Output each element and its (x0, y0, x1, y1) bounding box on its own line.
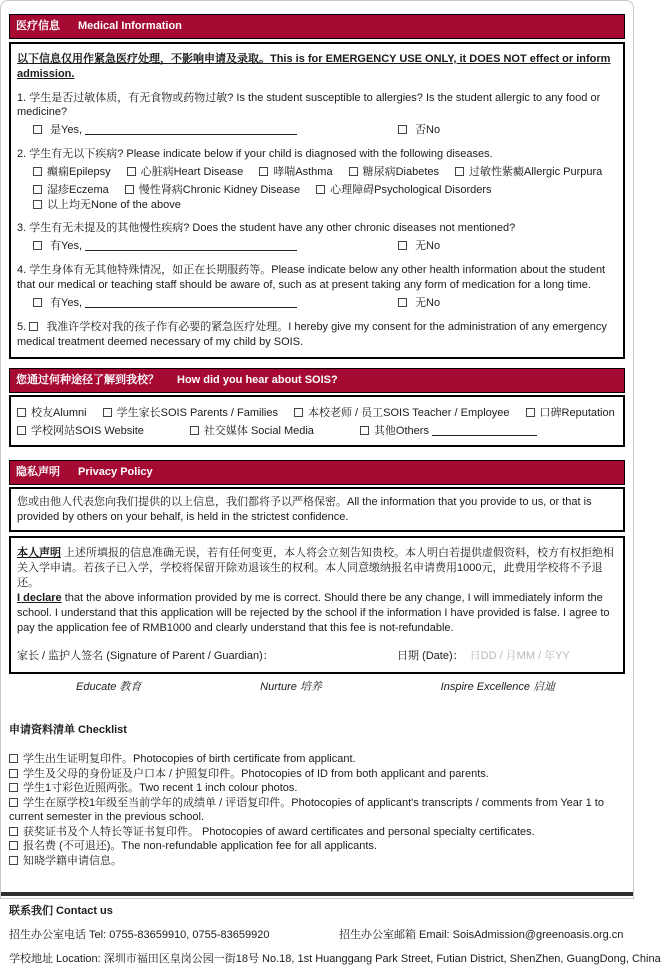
question-5-number: 5. (17, 320, 27, 333)
question-4-yes (33, 296, 398, 311)
question-5 (17, 320, 617, 350)
question-1-no-checkbox[interactable] (398, 125, 407, 134)
date-group (397, 649, 617, 664)
disease-epilepsy-checkbox[interactable] (33, 167, 42, 176)
question-1-yes (33, 123, 398, 138)
signature-row (17, 649, 617, 664)
disease-heart-checkbox[interactable] (127, 167, 136, 176)
hear-option-social-media (190, 424, 314, 439)
disease-option-none (33, 198, 181, 213)
hear-others-writein[interactable] (432, 425, 537, 436)
checklist-item-text: 学生及父母的身份证及户口本 / 护照复印件。Photocopies of ID from both applicant and parents. (23, 767, 489, 780)
option-label: 校友Alumni (31, 407, 87, 420)
section-header-medical-zh: 医疗信息 (16, 20, 60, 32)
question-5-text: 我准许学校对我的孩子作有必要的紧急医疗处理。I hereby give my consent for the administration of any emergency medical treatment deemed necessary of my child by SOIS. (17, 320, 607, 348)
disease-asthma-checkbox[interactable] (259, 167, 268, 176)
disease-eczema-checkbox[interactable] (33, 185, 42, 194)
declaration-en-label: I declare (17, 591, 62, 604)
checklist-heading: 申请资料清单 Checklist (9, 724, 127, 737)
question-3-answers (33, 239, 617, 254)
section-header-medical-en: Medical Information (78, 20, 182, 32)
disease-option-psychological (316, 183, 491, 198)
disease-kidney-checkbox[interactable] (125, 185, 134, 194)
option-label: 糖尿病Diabetes (362, 165, 439, 178)
hear-option-alumni (17, 406, 87, 421)
checklist-item-4-checkbox[interactable] (9, 798, 18, 807)
question-3-no-checkbox[interactable] (398, 241, 407, 250)
section-header-hear-about-en: How did you hear about SOIS? (177, 374, 338, 387)
question-4-no (398, 296, 440, 311)
hear-option-website (17, 424, 144, 439)
hear-option-parents (103, 406, 278, 421)
motto-nurture: Nurture 培养 (260, 681, 322, 694)
hear-about-box (9, 395, 625, 447)
contact-tel: 招生办公室电话 Tel: 0755-83659910, 0755-83659920 (9, 928, 270, 941)
declaration-zh (17, 546, 617, 591)
question-4-yes-label: 有Yes, (50, 296, 83, 309)
hear-others-checkbox[interactable] (360, 426, 369, 435)
date-placeholder-field[interactable]: 日DD / 月MM / 年YY (469, 650, 570, 663)
checklist-item-text: 知晓学籍申请信息。 (23, 854, 122, 867)
hear-social-checkbox[interactable] (190, 426, 199, 435)
option-label: 口碑Reputation (539, 407, 615, 420)
checklist-item (9, 825, 625, 840)
question-3-no-label: 无No (415, 240, 441, 253)
signature-label: 家长 / 监护人签名 (Signature of Parent / Guardian)： (17, 650, 274, 663)
question-3-text: 3. 学生有无未提及的其他慢性疾病? Does the student have any other chronic diseases not mentioned? (17, 222, 516, 235)
question-3 (17, 221, 617, 254)
hear-website-checkbox[interactable] (17, 426, 26, 435)
declaration-box (9, 536, 625, 674)
checklist-item-text: 获奖证书及个人特长等证书复印件。 Photocopies of award certificates and personal specialty certificates. (23, 825, 535, 838)
hear-reputation-checkbox[interactable] (526, 408, 535, 417)
checklist-item-5-checkbox[interactable] (9, 827, 18, 836)
checklist-item (9, 854, 625, 869)
option-label: 湿疹Eczema (47, 183, 109, 196)
declaration-zh-label: 本人声明 (17, 547, 61, 560)
date-label: 日期 (Date)： (397, 650, 464, 663)
checklist-item (9, 752, 625, 767)
checklist-item-3-checkbox[interactable] (9, 783, 18, 792)
disease-psychological-checkbox[interactable] (316, 185, 325, 194)
hear-about-row1 (17, 406, 617, 421)
disease-option-epilepsy (33, 165, 111, 180)
privacy-text: 您或由他人代表您向我们提供的以上信息，我们都将予以严格保密。All the information that you provide to us, or that is provided by others on your behalf, is held in the strictest confidence. (17, 495, 592, 523)
checklist-item (9, 839, 625, 854)
disease-option-eczema (33, 183, 109, 198)
question-4-yes-checkbox[interactable] (33, 298, 42, 307)
question-3-yes-checkbox[interactable] (33, 241, 42, 250)
contact-row (9, 928, 625, 943)
privacy-box (9, 487, 625, 533)
section-header-hear-about (9, 368, 625, 393)
question-4-answers (33, 296, 617, 311)
question-3-yes-writein[interactable] (85, 240, 297, 251)
hear-teacher-checkbox[interactable] (294, 408, 303, 417)
checklist-item-text: 学生在原学校1年级至当前学年的成绩单 / 评语复印件。Photocopies of applicant's transcripts / comments from Year 1 to current semester in the previous school. (9, 796, 604, 823)
checklist-item-6-checkbox[interactable] (9, 841, 18, 850)
contact-email: 招生办公室邮箱 Email: SoisAdmission@greenoasis.org.cn (339, 928, 624, 941)
section-header-privacy-en: Privacy Policy (78, 465, 153, 478)
disease-purpura-checkbox[interactable] (455, 167, 464, 176)
disease-option-diabetes (349, 165, 439, 180)
disease-option-kidney (125, 183, 300, 198)
option-label: 学校网站SOIS Website (31, 425, 144, 438)
checklist-item-2-checkbox[interactable] (9, 769, 18, 778)
option-label: 以上均无None of the above (47, 198, 181, 211)
disease-option-asthma (259, 165, 332, 180)
question-2-options-row1 (33, 165, 617, 180)
option-label: 心脏病Heart Disease (140, 165, 244, 178)
page-content (1, 1, 661, 967)
hear-alumni-checkbox[interactable] (17, 408, 26, 417)
disease-diabetes-checkbox[interactable] (349, 167, 358, 176)
question-1-yes-label: 是Yes, (50, 124, 83, 137)
question-4-yes-writein[interactable] (85, 297, 297, 308)
hear-option-teacher (294, 406, 510, 421)
section-header-medical (9, 14, 625, 39)
question-4-no-label: 无No (415, 296, 441, 309)
checklist-item-text: 学生1寸彩色近照两张。Two recent 1 inch colour photos. (23, 782, 298, 794)
option-label: 其他Others (373, 425, 429, 438)
disease-option-heart (127, 165, 244, 180)
question-3-yes-label: 有Yes, (50, 240, 83, 253)
question-2-text: 2. 学生有无以下疾病? Please indicate below if your child is diagnosed with the following diseases. (17, 148, 493, 161)
question-1-no-label: 否No (415, 124, 441, 137)
option-label: 癫痫Epilepsy (47, 165, 111, 178)
page-bottom-rule (1, 892, 633, 896)
question-2 (17, 147, 617, 212)
question-1 (17, 91, 617, 139)
checklist-item (9, 767, 625, 782)
disease-none-checkbox[interactable] (33, 200, 42, 209)
question-5-consent-checkbox[interactable] (29, 322, 38, 331)
question-1-answers (33, 123, 617, 138)
checklist-item (9, 796, 625, 825)
declaration-en-text: that the above information provided by me is correct. Should there be any change, I will immediately inform the school. I understand that this application will be rejected by the school if the information I have provided is false. I agree to pay the application fee of RMB1000 and clearly understand that this fee is not-refundable. (17, 591, 610, 634)
question-4 (17, 263, 617, 311)
checklist-item-text: 报名费 (不可退还)。The non-refundable application fee for all applicants. (23, 840, 377, 852)
question-1-yes-writein[interactable] (85, 124, 297, 135)
option-label: 学生家长SOIS Parents / Families (116, 407, 278, 420)
option-label: 哮喘Asthma (273, 165, 333, 178)
hear-option-others (360, 424, 537, 439)
option-label: 社交媒体 Social Media (203, 425, 314, 438)
option-label: 慢性肾病Chronic Kidney Disease (138, 183, 301, 196)
question-3-no (398, 239, 440, 254)
section-header-hear-about-zh: 您通过何种途径了解到我校？ (16, 374, 159, 387)
checklist-item-1-checkbox[interactable] (9, 754, 18, 763)
question-4-no-checkbox[interactable] (398, 298, 407, 307)
question-1-yes-checkbox[interactable] (33, 125, 42, 134)
hear-option-reputation (526, 406, 615, 421)
checklist-item-text: 学生出生证明复印件。Photocopies of birth certificate from applicant. (23, 753, 356, 765)
checklist (9, 752, 625, 868)
question-2-options-row2 (33, 183, 617, 213)
checklist-item (9, 781, 625, 796)
question-1-text: 1. 学生是否过敏体质，有无食物或药物过敏? Is the student susceptible to allergies? Is the student allergic to any food or medicine? (17, 91, 601, 119)
motto-inspire: Inspire Excellence 启迪 (440, 681, 555, 694)
hear-about-row2 (17, 424, 617, 439)
medical-questions-box (9, 42, 625, 360)
question-4-text: 4. 学生身体有无其他特殊情况，如正在长期服药等。Please indicate below any other health information about the student that our medical or teaching staff should be aware of, such as at present taking any form of medication for a long time. (17, 264, 606, 291)
question-1-no (398, 123, 440, 138)
option-label: 过敏性紫癜Allergic Purpura (469, 165, 603, 178)
section-header-privacy-zh: 隐私声明 (16, 465, 60, 478)
section-header-privacy (9, 460, 625, 485)
declaration-zh-text: 上述所填报的信息准确无误，若有任何变更，本人将会立刻告知贵校。本人明白若提供虚假资料，校方有权拒绝相关入学申请。若孩子已入学，学校将保留开除劝退该生的权利。本人同意缴纳报名申请费用1000元，此费用学校将不予退还。 (17, 547, 615, 590)
emergency-use-notice: 以下信息仅用作紧急医疗处理，不影响申请及录取。This is for EMERGENCY USE ONLY, it DOES NOT effect or inform admission. (17, 52, 611, 80)
checklist-item-7-checkbox[interactable] (9, 856, 18, 865)
hear-parents-checkbox[interactable] (103, 408, 112, 417)
contact-location: 学校地址 Location: 深圳市福田区皇岗公园一街18号 No.18, 1st Huanggang Park Street, Futian District, ShenZhen, GuangDong, China (9, 952, 661, 965)
disease-option-purpura (455, 165, 602, 180)
option-label: 本校老师 / 员工SOIS Teacher / Employee (308, 407, 510, 420)
school-motto-row (9, 680, 625, 695)
question-3-yes (33, 239, 398, 254)
contact-heading: 联系我们 Contact us (9, 905, 113, 917)
declaration-en (17, 591, 617, 636)
option-label: 心理障碍Psychological Disorders (330, 183, 492, 196)
motto-educate: Educate 教育 (76, 681, 142, 694)
